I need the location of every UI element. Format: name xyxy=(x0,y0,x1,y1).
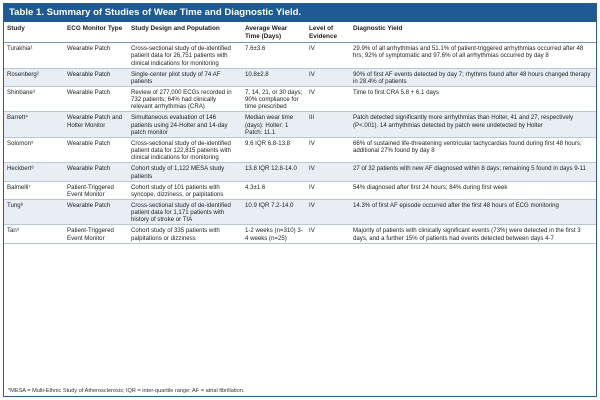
cell-yield: Majority of patients with clinically significant events (73%) were detected in the first 3 days, and a further 15% of patients had events detected between days 4-7 xyxy=(353,227,581,242)
cell-wear: 7, 14, 21, or 30 days; 90% compliance for time prescribed xyxy=(245,88,303,111)
cell-wear: 9.6 IQR 6.8-13.8 xyxy=(245,139,291,147)
table-row xyxy=(4,68,596,86)
cell-level: IV xyxy=(309,202,315,209)
table-row xyxy=(4,137,596,162)
cell-yield: 66% of sustained life-threatening ventricular tachycardias found during first 48 hours; additional 27% found by day 8 xyxy=(353,139,582,155)
cell-yield: 29.9% of all arrhythmias and 51.1% of patient-triggered arrhythmias occurred after 48 hrs; 92% of symptomatic and 97.6% of all arrhythmias occurred by day 8 xyxy=(353,45,584,60)
table-footnote: *MESA = Multi-Ethnic Study of Atherosclerosis; IQR = inter-quartile range; AF = atrial fibrillation. xyxy=(8,388,245,394)
cell-type: Wearable Patch xyxy=(67,202,111,209)
cell-type: Patient-Triggered Event Monitor xyxy=(67,227,114,242)
cell-study: Barrett⁴ xyxy=(7,114,28,122)
column-header-monitor-type: ECG Monitor Type xyxy=(64,22,128,43)
cell-study: Turakhia¹ xyxy=(7,45,33,53)
cell-type: Wearable Patch xyxy=(67,45,111,53)
cell-level: IV xyxy=(309,165,315,173)
cell-yield: Time to first CRA 5.8 + 6.1 days xyxy=(353,88,439,96)
cell-wear: 4.3±1.6 xyxy=(245,183,266,191)
cell-study: Balmelli⁷ xyxy=(7,183,31,191)
table-title: Table 1. Summary of Studies of Wear Time and Diagnostic Yield. xyxy=(4,4,596,22)
cell-type: Wearable Patch xyxy=(67,88,111,96)
table-row xyxy=(4,112,596,137)
header-row xyxy=(4,22,596,43)
cell-wear: 1-2 weeks (n=310) 3-4 weeks (n=25) xyxy=(245,227,303,242)
cell-study: Shinbane³ xyxy=(7,88,35,96)
table-row xyxy=(4,163,596,181)
cell-wear: Median wear time (days): Holter: 1 Patch: 11.1 xyxy=(245,114,294,136)
column-header-yield: Diagnostic Yield xyxy=(350,22,596,43)
cell-level: IV xyxy=(309,88,315,96)
column-header-wear-time: Average Wear Time (Days) xyxy=(242,22,306,43)
cell-wear: 7.6±3.6 xyxy=(245,45,266,53)
column-header-study: Study xyxy=(4,22,64,43)
cell-wear: 10.8±2.8 xyxy=(245,70,269,78)
cell-design: Cross-sectional study of de-identified patient data for 26,751 patients with clinical indications for monitoring xyxy=(131,45,231,67)
cell-study: Solomon⁵ xyxy=(7,139,34,147)
cell-level: IV xyxy=(309,183,315,191)
cell-type: Patient-Triggered Event Monitor xyxy=(67,183,114,198)
cell-design: Cross-sectional study of de-identified patient data for 1,171 patients with history of stroke or TIA xyxy=(131,202,231,224)
cell-study: Tan⁹ xyxy=(7,227,20,235)
cell-type: Wearable Patch xyxy=(67,165,111,173)
table-row xyxy=(4,200,596,225)
cell-yield: 90% of first AF events detected by day 7; rhythms found after 48 hours changed therapy in 28.4% of patients xyxy=(353,70,591,85)
column-header-evidence: Level of Evidence xyxy=(306,22,350,43)
cell-study: Heckbert⁶ xyxy=(7,165,34,173)
cell-design: Simultaneous evaluation of 146 patients using 24-Holter and 14-day patch monitor xyxy=(131,114,228,136)
cell-yield: 27 of 32 patients with new AF diagnosed within 8 days; remaining 5 found in days 9-11 xyxy=(353,165,586,173)
table-row xyxy=(4,86,596,111)
column-header-design: Study Design and Population xyxy=(128,22,242,43)
cell-level: IV xyxy=(309,45,315,53)
cell-level: IV xyxy=(309,227,315,235)
cell-level: IV xyxy=(309,70,315,78)
table-row xyxy=(4,43,596,68)
cell-design: Cohort study of 335 patients with palpitations or dizziness xyxy=(131,227,220,242)
cell-yield: 54% diagnosed after first 24 hours; 84% during first week xyxy=(353,183,508,191)
cell-design: Cohort study of 1,122 MESA study patients xyxy=(131,165,225,180)
cell-type: Wearable Patch and Holter Monitor xyxy=(67,114,123,129)
cell-wear: 10.9 IQR 7.2-14.0 xyxy=(245,202,294,209)
cell-yield: Patch detected significantly more arrhythmias than Holter, 41 and 27, respectively (P<.001). 14 arrhythmias detected by patch were undetected by Holter xyxy=(353,114,574,129)
cell-wear: 13.8 IQR 12.8-14.0 xyxy=(245,165,297,173)
studies-table xyxy=(4,22,596,244)
cell-type: Wearable Patch xyxy=(67,139,111,147)
table-frame xyxy=(3,3,597,397)
cell-yield: 14.3% of first AF episode occurred after the first 48 hours of ECG monitoring xyxy=(353,202,559,209)
table-row xyxy=(4,225,596,243)
cell-type: Wearable Patch xyxy=(67,70,111,78)
cell-study: Rosenberg² xyxy=(7,70,39,78)
cell-design: Review of 277,000 ECGs recorded in 732 patients; 64% had clinically relevant arrhythmias (CRA) xyxy=(131,88,232,111)
cell-design: Cohort study of 101 patients with syncope, dizziness, or palpitations xyxy=(131,183,224,198)
table-row xyxy=(4,181,596,199)
cell-study: Tung⁸ xyxy=(7,202,24,209)
cell-design: Cross-sectional study of de-identified patient data for 122,815 patients with clinical indications for monitoring xyxy=(131,139,231,162)
cell-level: IV xyxy=(309,139,315,147)
cell-design: Single-center pilot study of 74 AF patients xyxy=(131,70,221,85)
cell-level: III xyxy=(309,114,315,122)
